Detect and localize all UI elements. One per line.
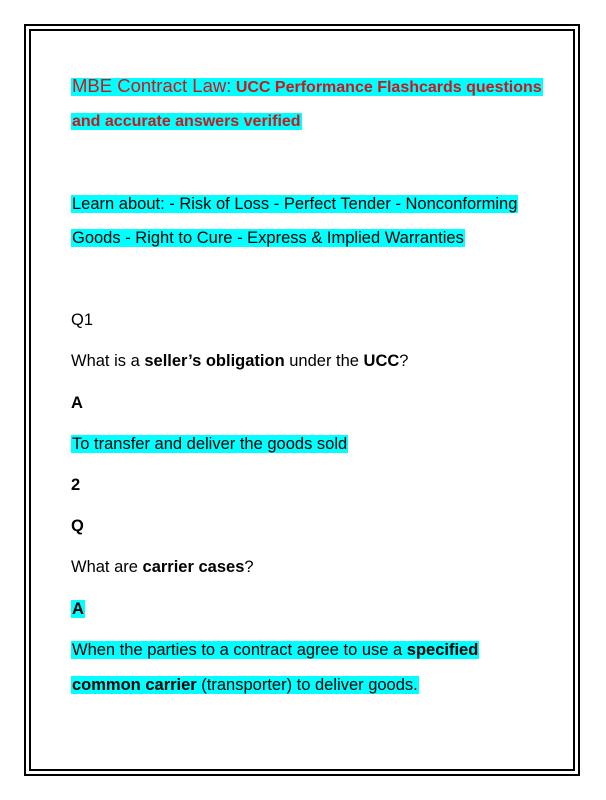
title-prefix: MBE Contract Law: bbox=[72, 75, 232, 96]
card-2-answer-bold-2: common carrier bbox=[72, 676, 197, 694]
card-2-number-text: 2 bbox=[71, 476, 81, 494]
card-2-answer-label-text: A bbox=[72, 600, 84, 618]
intro-line-1-text: Learn about: - Risk of Loss - Perfect Tender - Nonconforming bbox=[72, 195, 518, 213]
card-1-answer bbox=[71, 432, 348, 456]
card-1-question-bold-1: seller’s obligation bbox=[144, 352, 285, 370]
intro-line-1 bbox=[71, 192, 518, 216]
card-1-question-mid: under the bbox=[284, 352, 364, 370]
card-2-answer-line-1 bbox=[71, 638, 479, 662]
card-1-answer-label-text: A bbox=[71, 394, 83, 412]
card-2-number bbox=[71, 473, 80, 497]
card-2-answer-pre: When the parties to a contract agree to use a bbox=[72, 641, 407, 659]
card-2-question-bold-1: carrier cases bbox=[142, 558, 245, 576]
card-2-answer-post: (transporter) to deliver goods. bbox=[196, 676, 418, 694]
title-line-1 bbox=[71, 74, 543, 100]
title-line-1-rest: UCC Performance Flashcards questions bbox=[231, 79, 542, 96]
card-2-answer-line-2 bbox=[71, 673, 419, 697]
intro-line-2 bbox=[71, 226, 465, 250]
card-2-answer-bold-1: specified bbox=[406, 641, 479, 659]
title-line-2-text: and accurate answers verified bbox=[72, 113, 301, 130]
card-2-question-label bbox=[71, 514, 84, 538]
card-1-answer-label bbox=[71, 391, 83, 415]
card-1-answer-text: To transfer and deliver the goods sold bbox=[72, 435, 348, 453]
title-line-2 bbox=[71, 109, 302, 134]
card-2-answer-label bbox=[71, 597, 85, 621]
card-1-number: Q1 bbox=[71, 311, 94, 329]
intro-line-2-text: Goods - Right to Cure - Express & Implied Warranties bbox=[72, 229, 464, 247]
card-1-question-pre: What is a bbox=[71, 352, 145, 370]
card-1-question-bold-2: UCC bbox=[363, 352, 400, 370]
card-1-question-post: ? bbox=[399, 352, 409, 370]
card-1-question bbox=[71, 349, 408, 373]
card-2-question-post: ? bbox=[244, 558, 254, 576]
card-2-question-label-text: Q bbox=[71, 517, 84, 535]
card-2-question bbox=[71, 555, 254, 579]
card-2-question-pre: What are bbox=[71, 558, 143, 576]
